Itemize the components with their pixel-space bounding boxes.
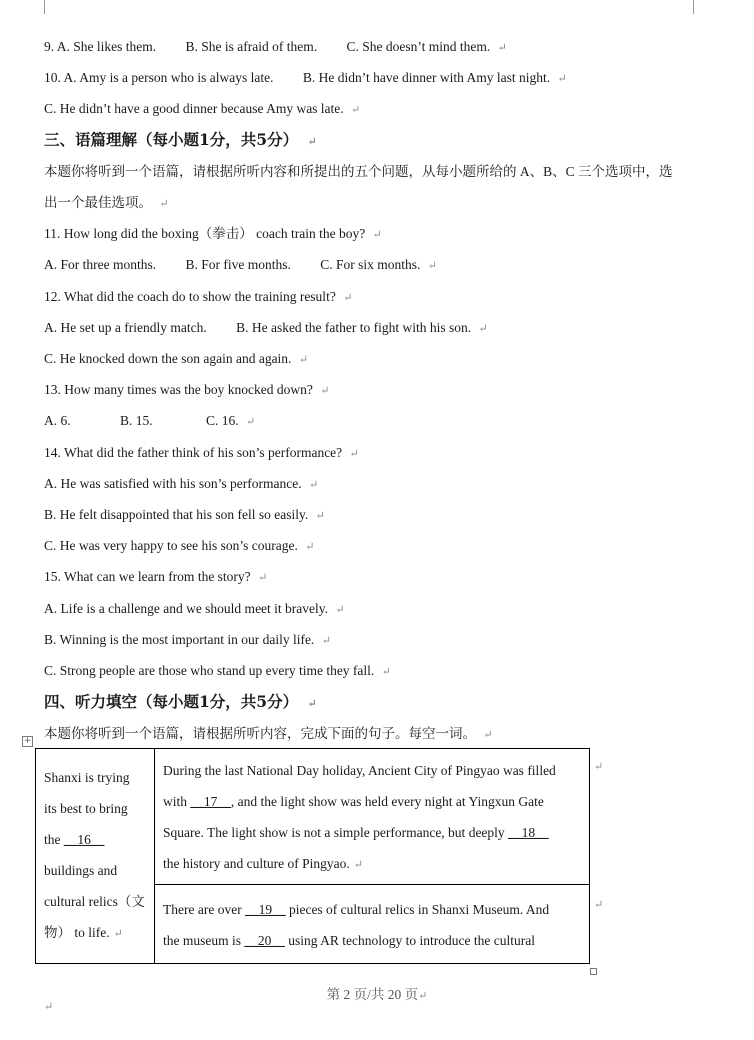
return-mark: ↵: [246, 416, 256, 428]
option-a: A. She likes them.: [56, 39, 157, 54]
option-b: B. He asked the father to fight with his son.: [236, 320, 472, 335]
section-3-intro-line-2: [44, 194, 169, 213]
option-c: C. She doesn’t mind them.: [346, 39, 491, 54]
section-3-heading: [44, 131, 317, 151]
return-mark: ↵: [351, 104, 361, 116]
option-a: A. He set up a friendly match.: [44, 320, 207, 335]
option-c: C. He was very happy to see his son’s courage.: [44, 538, 298, 553]
left-line-3-text: the: [44, 832, 64, 847]
return-mark: ↵: [320, 385, 330, 397]
page-corner-right: [693, 0, 694, 14]
table-resize-handle[interactable]: [590, 968, 597, 975]
option-a: A. Life is a challenge and we should meet it bravely.: [44, 601, 329, 616]
table-right-bottom-cell: [155, 885, 589, 963]
bottom-line-2-post: using AR technology to introduce the cultural: [284, 933, 535, 948]
question-10-option-c: [44, 100, 360, 119]
section-title: 四、听力填空（每小题1分，共5分）: [44, 692, 299, 711]
blank-20[interactable]: __20__: [244, 933, 285, 948]
top-line-3: [163, 824, 549, 842]
fill-in-table: [35, 748, 590, 964]
left-line-1: Shanxi is trying: [44, 770, 130, 785]
question-stem: 11. How long did the boxing（拳击） coach train the boy?: [44, 226, 366, 241]
left-line-3: [44, 831, 104, 849]
option-b: B. She is afraid of them.: [185, 39, 318, 54]
option-a: A. 6.: [44, 413, 71, 428]
return-mark: ↵: [483, 729, 493, 741]
question-14-option-c: [44, 537, 314, 556]
row-end-mark: ↵: [594, 899, 604, 911]
return-mark: ↵: [353, 859, 363, 871]
question-13-stem: [44, 381, 329, 400]
question-stem: 12. What did the coach do to show the training result?: [44, 289, 336, 304]
section-title: 三、语篇理解（每小题1分，共5分）: [44, 130, 299, 149]
bottom-line-1: [163, 901, 549, 919]
question-number: 9.: [44, 39, 55, 54]
return-mark: ↵: [557, 73, 567, 85]
bottom-line-2-pre: the museum is: [163, 933, 245, 948]
return-mark: ↵: [258, 572, 268, 584]
section-4-heading: [44, 693, 317, 713]
section-3-intro-line-1: [44, 163, 673, 181]
question-12-stem: [44, 288, 352, 307]
left-line-5: cultural relics（文: [44, 894, 145, 909]
question-15-option-a: [44, 600, 345, 619]
option-b: B. For five months.: [185, 257, 291, 272]
intro-text: 本题你将听到一个语篇，请根据所听内容，完成下面的句子。每空一词。: [44, 726, 476, 741]
left-line-6: [44, 924, 123, 943]
blank-16[interactable]: __16__: [63, 832, 105, 847]
option-a: A. For three months.: [44, 257, 157, 272]
table-left-cell: [36, 749, 155, 963]
return-mark: ↵: [321, 635, 331, 647]
return-mark: ↵: [478, 323, 488, 335]
question-9: [44, 38, 507, 57]
question-14-stem: [44, 444, 359, 463]
question-15-option-b: [44, 631, 331, 650]
option-c: C. He knocked down the son again and again.: [44, 351, 292, 366]
return-mark: ↵: [305, 541, 315, 553]
return-mark: ↵: [298, 354, 309, 366]
return-mark: ↵: [315, 510, 325, 522]
return-mark: ↵: [159, 198, 169, 210]
row-end-mark: ↵: [594, 761, 604, 773]
intro-text: 本题你将听到一个语篇，请根据所听内容和所提出的五个问题，从每小题所给的 A、B、C 三个选项中，选: [44, 164, 673, 179]
left-line-6-text: 物） to life.: [44, 925, 110, 940]
table-right-top-cell: [155, 749, 589, 885]
question-11-stem: [44, 225, 382, 244]
page-corner-left: [44, 0, 45, 14]
question-15-option-c: [44, 662, 391, 681]
page-footer: [0, 983, 754, 1003]
top-line-2: [163, 793, 544, 811]
option-c: C. For six months.: [320, 257, 421, 272]
option-c: C. Strong people are those who stand up every time they fall.: [44, 663, 375, 678]
option-c: C. 16.: [206, 413, 239, 428]
return-mark: ↵: [307, 697, 317, 710]
blank-17[interactable]: __17__: [190, 794, 231, 809]
return-mark: ↵: [349, 448, 359, 460]
blank-19[interactable]: __19__: [245, 902, 286, 917]
question-stem: 13. How many times was the boy knocked down?: [44, 382, 313, 397]
top-line-2-pre: with: [163, 794, 191, 809]
return-mark: ↵: [335, 604, 345, 616]
return-mark: ↵: [307, 135, 317, 148]
bottom-line-1-pre: There are over: [163, 902, 246, 917]
question-stem: 14. What did the father think of his son’s performance?: [44, 445, 343, 460]
return-mark: ↵: [427, 260, 438, 272]
section-4-intro: [44, 725, 493, 744]
option-c: C. He didn’t have a good dinner because Amy was late.: [44, 101, 344, 116]
option-b: B. Winning is the most important in our daily life.: [44, 632, 315, 647]
return-mark: ↵: [372, 229, 382, 241]
return-mark: ↵: [343, 292, 353, 304]
top-line-2-post: , and the light show was held every night at Yingxun Gate: [230, 794, 544, 809]
option-a: 10. A. Amy is a person who is always late.: [44, 70, 274, 85]
top-line-4-text: the history and culture of Pingyao.: [163, 856, 350, 871]
question-stem: 15. What can we learn from the story?: [44, 569, 251, 584]
question-15-stem: [44, 568, 267, 587]
top-line-4: [163, 855, 363, 874]
option-a: A. He was satisfied with his son’s performance.: [44, 476, 302, 491]
return-mark: ↵: [418, 990, 428, 1002]
bottom-line-1-post: pieces of cultural relics in Shanxi Museum. And: [285, 902, 550, 917]
question-14-option-b: [44, 506, 325, 525]
left-line-4: buildings and: [44, 863, 118, 878]
option-b: B. 15.: [120, 413, 153, 428]
option-b: B. He didn’t have dinner with Amy last night.: [302, 70, 551, 85]
table-move-handle[interactable]: +: [23, 736, 32, 746]
intro-text: 出一个最佳选项。: [44, 195, 152, 210]
question-12-options: [44, 319, 488, 338]
option-b: B. He felt disappointed that his son fell so easily.: [44, 507, 309, 522]
left-line-2: its best to bring: [44, 801, 128, 816]
return-mark: ↵: [381, 666, 391, 678]
question-14-option-a: [44, 475, 318, 494]
return-mark: ↵: [113, 928, 123, 940]
bottom-line-2: [163, 932, 535, 950]
paragraph-end-mark: ↵: [44, 1001, 54, 1013]
question-11-options: [44, 256, 437, 275]
top-line-3-pre: Square. The light show is not a simple performance, but deeply: [163, 825, 509, 840]
question-12-option-c: [44, 350, 308, 369]
return-mark: ↵: [308, 479, 319, 491]
question-10: [44, 69, 567, 88]
blank-18[interactable]: __18__: [508, 825, 549, 840]
top-line-1: During the last National Day holiday, Ancient City of Pingyao was filled: [163, 763, 556, 778]
question-13-options: [44, 412, 255, 431]
page-number: 第 2 页/共 20 页: [326, 987, 419, 1002]
return-mark: ↵: [497, 42, 507, 54]
